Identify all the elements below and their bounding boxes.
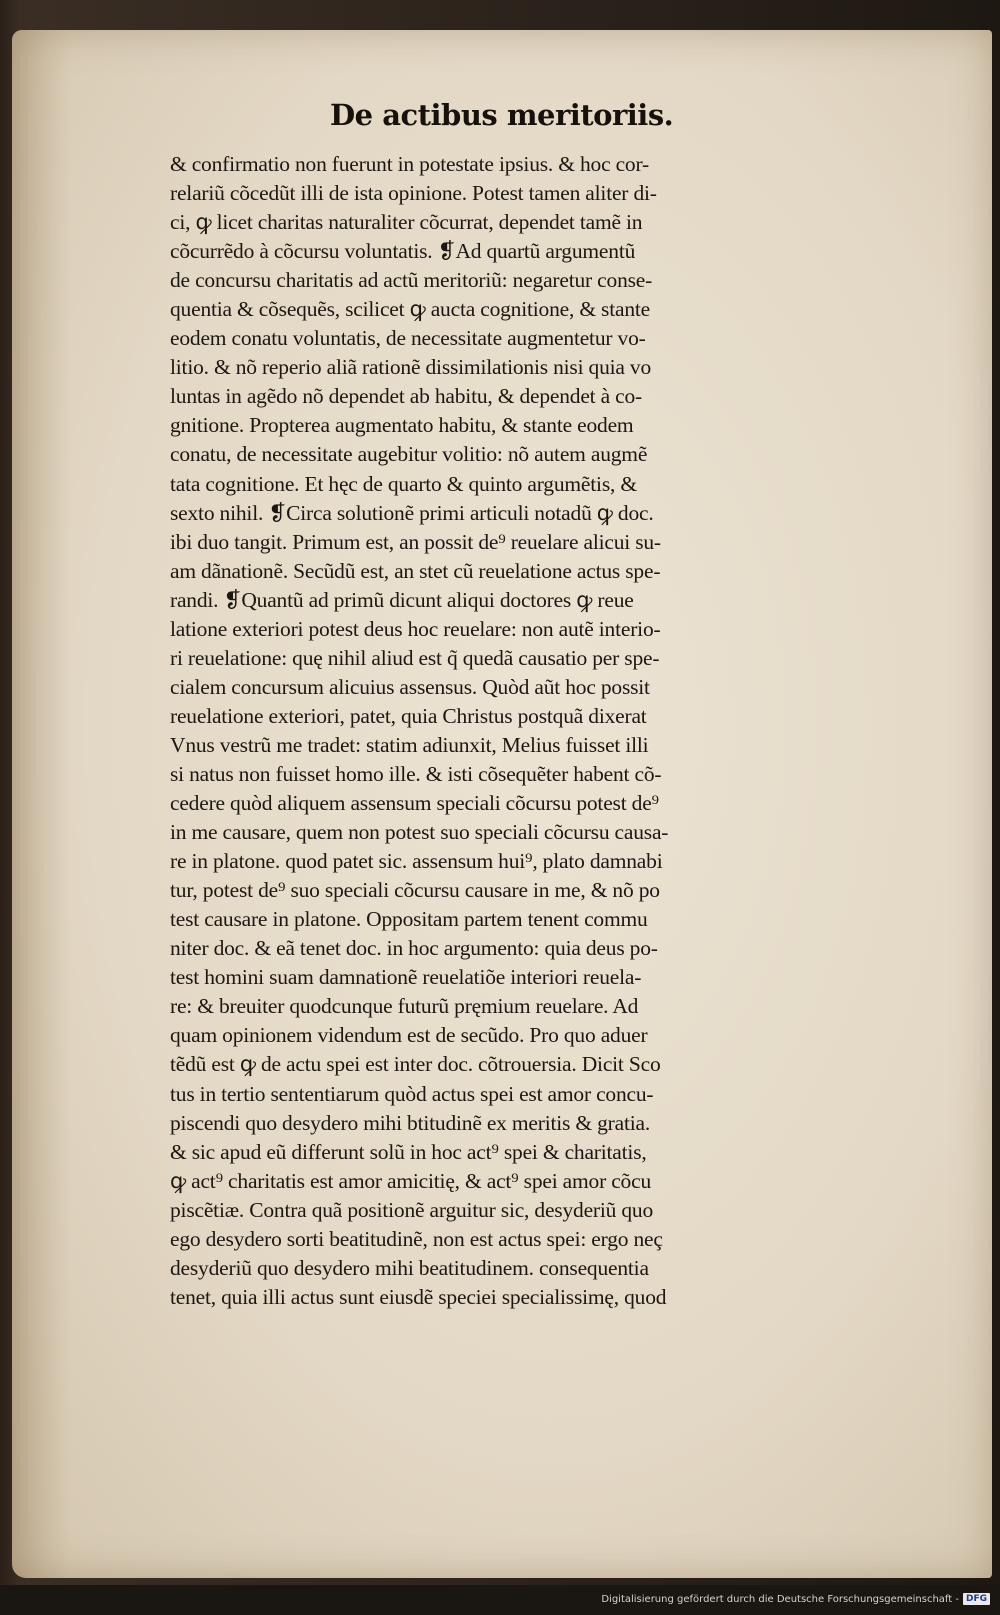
text-line: desyderiũ quo desydero mihi beatitudinem. consequentia (170, 1255, 649, 1280)
text-line: ego desydero sorti beatitudinẽ, non est actus spei: ergo neç (170, 1226, 663, 1251)
text-line: litio. & nõ reperio aliã rationẽ dissimilationis nisi quia vo (170, 355, 652, 380)
text-line: tenet, quia illi actus sunt eiusdẽ speciei specialissimę, quod (170, 1284, 667, 1309)
text-line: de concursu charitatis ad actũ meritoriũ: negaretur conse- (170, 268, 653, 293)
text-line: test causare in platone. Oppositam partem tenent commu (170, 907, 648, 932)
text-line: ri reuelatione: quę nihil aliud est q̃ quedã causatio per spe- (170, 645, 660, 670)
text-line: tur, potest de⁹ suo speciali cõcursu causare in me, & nõ po (170, 878, 660, 903)
digitization-credit (601, 1593, 990, 1605)
text-line: si natus non fuisset homo ille. & isti cõsequẽter habent cõ- (170, 761, 662, 786)
text-line: ibi duo tangit. Primum est, an possit de⁹ reuelare alicui su- (170, 529, 661, 554)
dfg-logo-icon: DFG (963, 1593, 990, 1605)
text-line: ci, ꝙ licet charitas naturaliter cõcurrat, dependet tamẽ in (170, 210, 643, 235)
text-line: randi. ❡Quantũ ad primũ dicunt aliqui doctores ꝙ reue (170, 587, 634, 612)
text-line: conatu, de necessitate augebitur volitio: nõ autem augmẽ (170, 442, 648, 467)
text-line: & confirmatio non fuerunt in potestate ipsius. & hoc cor- (170, 152, 649, 176)
text-line: re: & breuiter quodcunque futurũ pręmium reuelare. Ad (170, 994, 639, 1019)
text-line: am dãnationẽ. Secũdũ est, an stet cũ reuelatione actus spe- (170, 558, 661, 583)
text-line: cedere quòd aliquem assensum speciali cõcursu potest de⁹ (170, 791, 659, 816)
text-line: gnitione. Propterea augmentato habitu, & stante eodem (170, 413, 634, 438)
page-heading: De actibus meritoriis. (330, 98, 674, 132)
text-line: sexto nihil. ❡Circa solutionẽ primi articuli notadũ ꝙ doc. (170, 500, 654, 525)
text-line: relariũ cõcedũt illi de ista opinione. Potest tamen aliter di- (170, 181, 657, 206)
text-line: luntas in agẽdo nõ dependet ab habitu, & dependet à co- (170, 384, 642, 409)
credit-text: Digitalisierung gefördert durch die Deutsche Forschungsgemeinschaft - (601, 1593, 959, 1605)
text-line: & sic apud eũ differunt solũ in hoc act⁹ spei & charitatis, (170, 1139, 647, 1164)
text-line: test homini suam damnationẽ reuelatiõe interiori reuela- (170, 965, 642, 990)
text-line: eodem conatu voluntatis, de necessitate augmentetur vo- (170, 326, 646, 351)
text-line: quentia & cõsequẽs, scilicet ꝙ aucta cognitione, & stante (170, 297, 650, 322)
text-line: niter doc. & eã tenet doc. in hoc argumento: quia deus po- (170, 936, 658, 961)
text-line: cialem concursum alicuius assensus. Quòd aũt hoc possit (170, 674, 650, 699)
text-line: re in platone. quod patet sic. assensum hui⁹, plato damnabi (170, 849, 663, 874)
text-line: piscẽtiæ. Contra quã positionẽ arguitur sic, desyderiũ quo (170, 1197, 654, 1222)
text-line: tata cognitione. Et hęc de quarto & quinto argumẽtis, & (170, 471, 637, 496)
text-line: reuelatione exteriori, patet, quia Christus postquã dixerat (170, 703, 647, 728)
text-line: tẽdũ est ꝙ de actu spei est inter doc. cõtrouersia. Dicit Sco (170, 1052, 661, 1077)
body-text (170, 150, 870, 1312)
text-line: tus in tertio sententiarum quòd actus spei est amor concu- (170, 1081, 654, 1106)
text-line: latione exteriori potest deus hoc reuelare: non autẽ interio- (170, 616, 661, 641)
text-line: in me causare, quem non potest suo speciali cõcursu causa- (170, 820, 669, 845)
text-line: ꝙ act⁹ charitatis est amor amicitię, & act⁹ spei amor cõcu (170, 1168, 652, 1193)
text-line: piscendi quo desydero mihi btitudinẽ ex meritis & gratia. (170, 1110, 651, 1135)
text-line: Vnus vestrũ me tradet: statim adiunxit, Melius fuisset illi (170, 732, 649, 757)
text-line: cõcurrẽdo à cõcursu voluntatis. ❡Ad quartũ argumentũ (170, 239, 636, 264)
text-line: quam opinionem videndum est de secũdo. Pro quo aduer (170, 1023, 648, 1048)
